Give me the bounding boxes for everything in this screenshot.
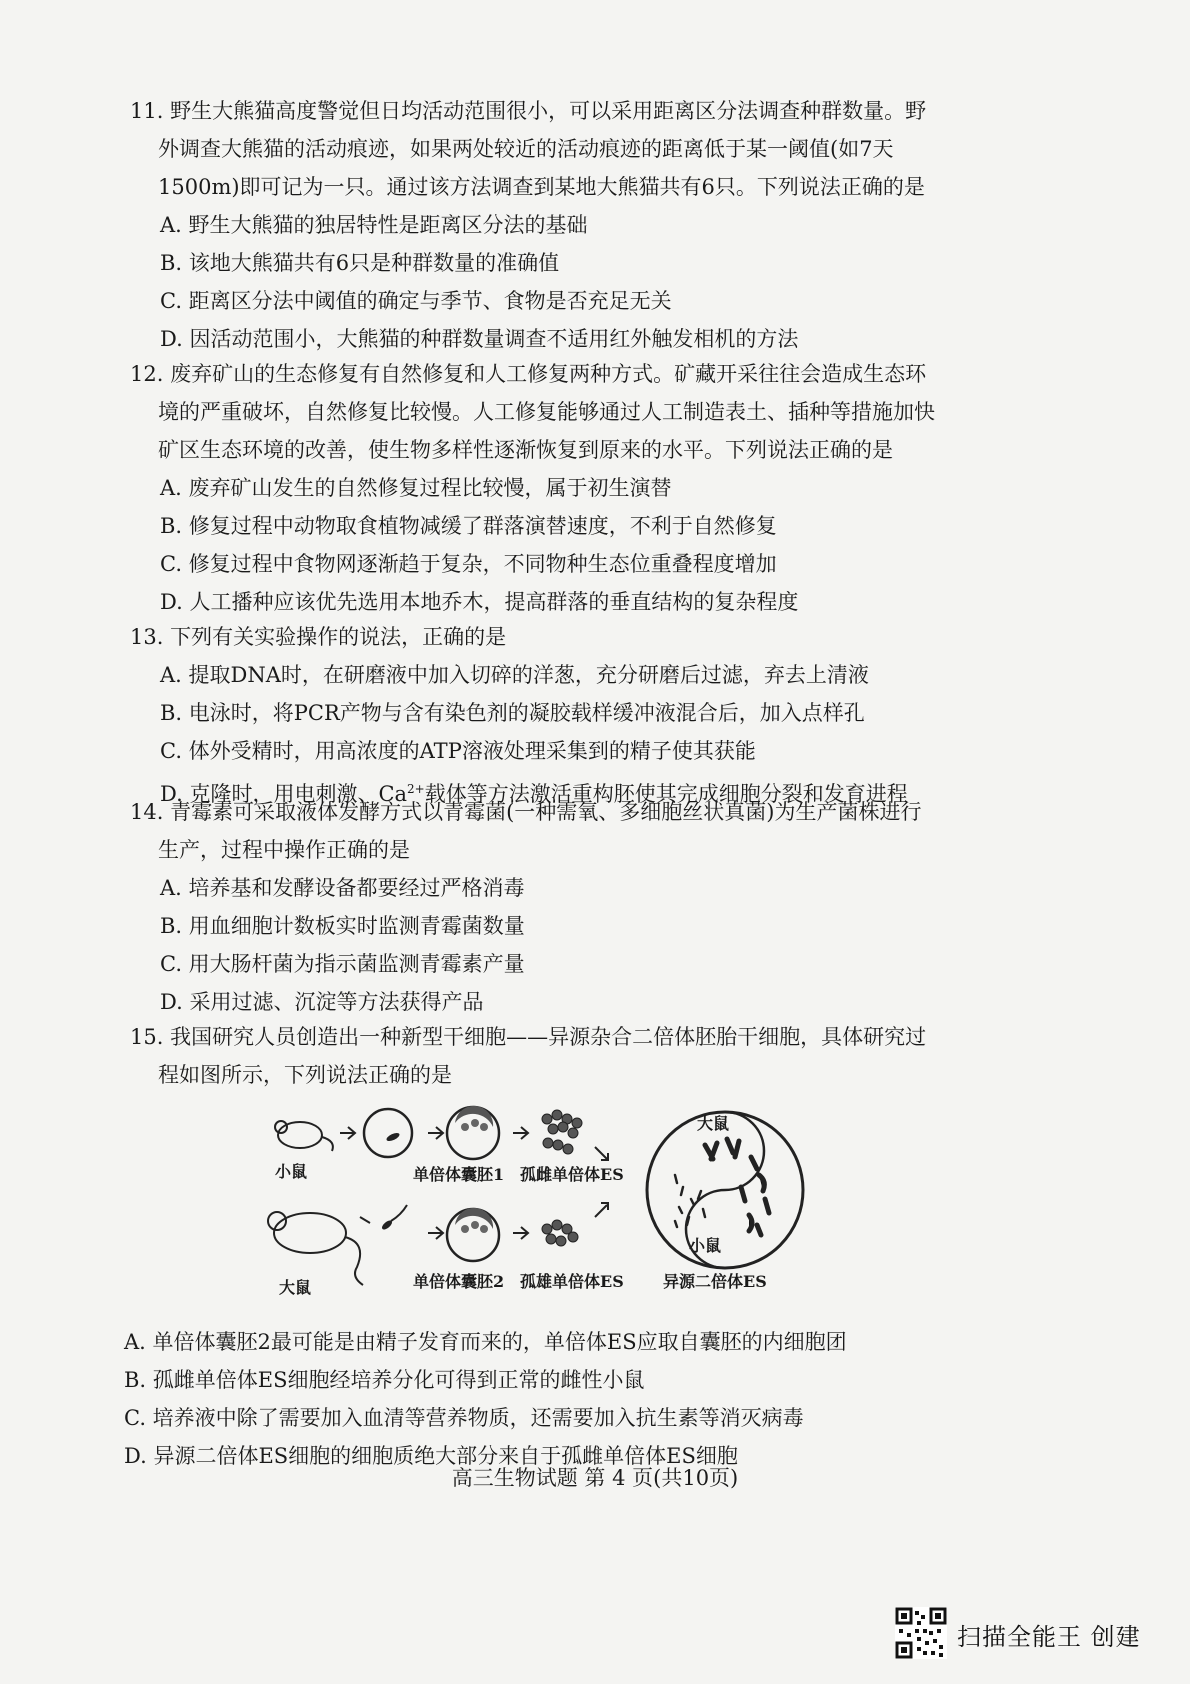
label-blastocyst-2: 单倍体囊胚2	[413, 1272, 505, 1291]
question-14-stem-line1: 14. 青霉素可采取液体发酵方式以青霉菌(一种需氧、多细胞丝状真菌)为生产菌株进行	[130, 800, 922, 824]
question-12	[130, 355, 1090, 621]
question-12-option-d: D. 人工播种应该优先选用本地乔木，提高群落的垂直结构的复杂程度	[160, 590, 799, 614]
question-13	[130, 618, 1090, 813]
diploid-es-icon	[647, 1112, 803, 1268]
question-11-stem-line2: 外调查大熊猫的活动痕迹，如果两处较近的活动痕迹的距离低于某一阈值(如7天	[158, 137, 894, 161]
question-11-option-c: C. 距离区分法中阈值的确定与季节、食物是否充足无关	[160, 289, 672, 313]
question-13-option-b: B. 电泳时，将PCR产物与含有染色剂的凝胶载样缓冲液混合后，加入点样孔	[160, 701, 865, 725]
label-blastocyst-1: 单倍体囊胚1	[413, 1165, 505, 1184]
question-11-option-d: D. 因活动范围小，大熊猫的种群数量调查不适用红外触发相机的方法	[160, 327, 799, 351]
question-15-stem-line1: 15. 我国研究人员创造出一种新型干细胞——异源杂合二倍体胚胎干细胞，具体研究过	[130, 1025, 927, 1049]
page-footer: 高三生物试题 第 4 页(共10页)	[451, 1466, 739, 1490]
question-15-option-a: A. 单倍体囊胚2最可能是由精子发育而来的，单倍体ES应取自囊胚的内细胞团	[124, 1330, 847, 1354]
figure-svg	[265, 1105, 935, 1315]
question-12-stem-line1: 12. 废弃矿山的生态修复有自然修复和人工修复两种方式。矿藏开采往往会造成生态环	[130, 362, 927, 386]
oocyte-icon	[364, 1109, 412, 1157]
question-11-option-a: A. 野生大熊猫的独居特性是距离区分法的基础	[160, 213, 588, 237]
question-13-option-c: C. 体外受精时，用高浓度的ATP溶液处理采集到的精子使其获能	[160, 739, 756, 763]
label-diploid-es: 异源二倍体ES	[663, 1272, 767, 1291]
blastocyst-1-icon	[447, 1106, 499, 1159]
blastocyst-2-icon	[447, 1208, 499, 1261]
label-mouse: 小鼠	[275, 1162, 308, 1181]
question-13-option-d-post: 载体等方法激活重构胚使其完成细胞分裂和发育进程	[424, 782, 908, 806]
label-es-female: 孤雌单倍体ES	[520, 1165, 624, 1184]
question-14-option-b: B. 用血细胞计数板实时监测青霉菌数量	[160, 914, 525, 938]
label-circle-mouse: 小鼠	[689, 1236, 722, 1255]
label-circle-rat: 大鼠	[697, 1114, 730, 1133]
question-12-stem-line3: 矿区生态环境的改善，使生物多样性逐渐恢复到原来的水平。下列说法正确的是	[158, 438, 893, 462]
sperm-icon	[360, 1205, 407, 1231]
question-12-option-c: C. 修复过程中食物网逐渐趋于复杂，不同物种生态位重叠程度增加	[160, 552, 777, 576]
question-11-stem-line3: 1500m)即可记为一只。通过该方法调查到某地大熊猫共有6只。下列说法正确的是	[158, 175, 925, 199]
label-es-male: 孤雄单倍体ES	[520, 1272, 624, 1291]
question-11	[130, 92, 1090, 358]
question-13-option-a: A. 提取DNA时，在研磨液中加入切碎的洋葱，充分研磨后过滤，弃去上清液	[160, 663, 869, 687]
question-11-option-b: B. 该地大熊猫共有6只是种群数量的准确值	[160, 251, 560, 275]
stem-cell-figure	[265, 1105, 935, 1315]
question-15	[130, 1018, 1090, 1094]
question-14-option-d: D. 采用过滤、沉淀等方法获得产品	[160, 990, 484, 1014]
question-15-stem-line2: 程如图所示，下列说法正确的是	[158, 1063, 452, 1087]
question-13-option-d-pre: D. 克隆时，用电刺激、Ca	[160, 782, 408, 806]
question-15-option-d: D. 异源二倍体ES细胞的细胞质绝大部分来自于孤雌单倍体ES细胞	[124, 1444, 738, 1468]
question-15-option-c: C. 培养液中除了需要加入血清等营养物质，还需要加入抗生素等消灭病毒	[124, 1406, 804, 1430]
question-12-option-a: A. 废弃矿山发生的自然修复过程比较慢，属于初生演替	[160, 476, 672, 500]
question-14-option-a: A. 培养基和发酵设备都要经过严格消毒	[160, 876, 525, 900]
question-13-option-d-sup: 2+	[407, 782, 425, 796]
watermark-text: 扫描全能王 创建	[957, 1623, 1141, 1651]
question-12-stem-line2: 境的严重破坏，自然修复比较慢。人工修复能够通过人工制造表土、插种等措施加快	[158, 400, 935, 424]
arrow-icon	[428, 1203, 608, 1239]
qr-code-icon	[895, 1607, 947, 1659]
question-12-option-b: B. 修复过程中动物取食植物减缓了群落演替速度，不利于自然修复	[160, 514, 777, 538]
rat-icon	[268, 1212, 363, 1285]
question-15-options	[124, 1323, 1084, 1475]
es-cluster-1-icon	[542, 1110, 582, 1154]
es-cluster-2-icon	[542, 1220, 578, 1246]
label-rat: 大鼠	[279, 1278, 312, 1297]
scanner-watermark	[895, 1603, 1165, 1663]
question-13-stem: 13. 下列有关实验操作的说法，正确的是	[130, 625, 507, 649]
question-14	[130, 793, 1090, 1021]
mouse-icon	[275, 1121, 333, 1151]
question-11-stem-line1: 11. 野生大熊猫高度警觉但日均活动范围很小，可以采用距离区分法调查种群数量。野	[130, 99, 927, 123]
question-15-option-b: B. 孤雌单倍体ES细胞经培养分化可得到正常的雌性小鼠	[124, 1368, 645, 1392]
question-14-option-c: C. 用大肠杆菌为指示菌监测青霉素产量	[160, 952, 525, 976]
question-14-stem-line2: 生产，过程中操作正确的是	[158, 838, 410, 862]
